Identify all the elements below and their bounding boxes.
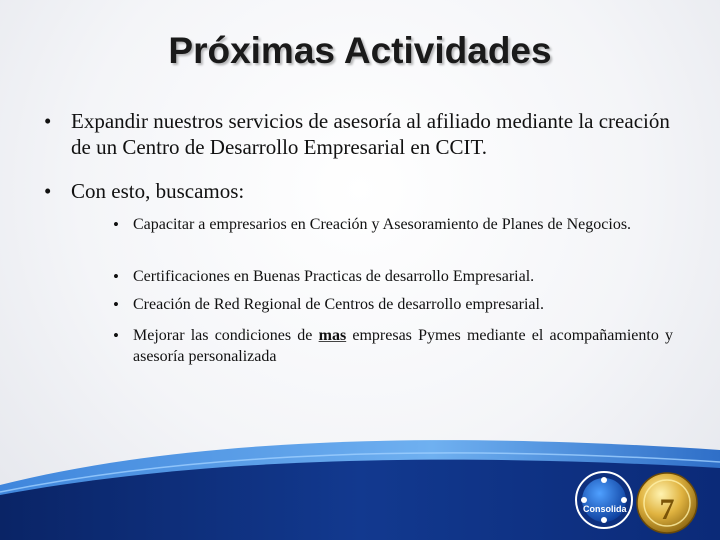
bullet-item-2: [44, 178, 684, 204]
consolida-logo: [576, 472, 632, 528]
bullet-marker: •: [44, 179, 52, 203]
sub-bullet-text: Creación de Red Regional de Centros de desarrollo empresarial.: [133, 296, 544, 313]
sub-bullet-marker: •: [113, 267, 119, 286]
bullet-marker: •: [44, 109, 52, 133]
sub-bullet-emphasis: mas: [318, 327, 347, 344]
consolida-logo-label: Consolida: [583, 504, 627, 514]
medal-numeral: 7: [659, 493, 675, 526]
bullet-text: Expandir nuestros servicios de asesoría al afiliado mediante la creación de un Centro de Desarrollo Empresarial en CCIT.: [71, 109, 670, 159]
sub-bullet-text: Certificaciones en Buenas Practicas de desarrollo Empresarial.: [133, 268, 535, 285]
sub-bullet-item-4: [113, 325, 673, 367]
bullet-item-1: [44, 108, 684, 160]
sub-bullet-text: Capacitar a empresarios en Creación y Asesoramiento de Planes de Negocios.: [133, 216, 632, 233]
sub-bullet-marker: •: [113, 295, 119, 314]
sub-bullet-marker: •: [113, 326, 119, 345]
slide-title: Próximas Actividades: [168, 30, 552, 71]
bullet-text: Con esto, buscamos:: [71, 179, 245, 203]
sub-bullet-marker: •: [113, 215, 119, 234]
sub-bullet-item-1: [113, 214, 673, 235]
sub-bullet-item-3: [113, 294, 673, 315]
sub-bullet-text-start: Mejorar las condiciones de: [133, 327, 313, 344]
sub-bullet-text-end: empresas Pymes mediante el acompañamiento y asesoría personalizada: [133, 327, 674, 365]
sub-bullet-item-2: [113, 266, 673, 287]
footer-swoosh: [0, 400, 720, 540]
sub-bullet-text: [133, 325, 673, 367]
